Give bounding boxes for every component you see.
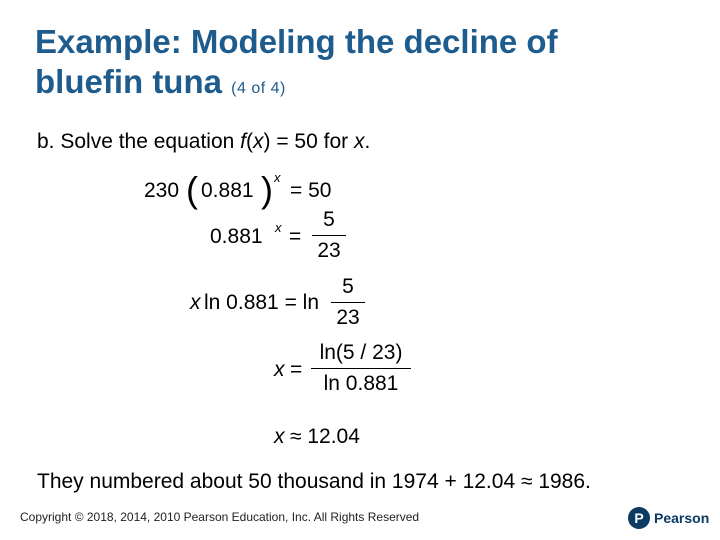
step1-exponent: x xyxy=(274,170,281,185)
step2-numerator: 5 xyxy=(323,208,335,231)
step1-coefficient: 230 xyxy=(144,179,180,202)
prompt-x2: x xyxy=(353,130,365,153)
problem-prompt xyxy=(37,128,370,156)
step5-rhs: ≈ 12.04 xyxy=(290,425,360,448)
step1-left-paren: ( xyxy=(186,169,198,210)
step2-denominator: 23 xyxy=(317,239,341,262)
pearson-logo xyxy=(628,505,709,531)
step1-right-paren: ) xyxy=(261,169,273,210)
title-subtitle: (4 of 4) xyxy=(231,80,286,97)
step3-denominator: 23 xyxy=(336,306,360,329)
step4-equals: = xyxy=(290,358,303,381)
step4-numerator: ln(5 / 23) xyxy=(319,341,403,364)
prompt-pre: b. Solve the equation xyxy=(37,130,241,153)
step3-fraction xyxy=(331,274,365,331)
step1-rhs: = 50 xyxy=(290,179,332,202)
title-line-1: Example: Modeling the decline of xyxy=(35,23,558,60)
pearson-p-icon: P xyxy=(628,507,650,529)
step2-fraction xyxy=(312,207,346,264)
title-line-2-text: bluefin tuna xyxy=(35,63,222,100)
prompt-x1: x xyxy=(253,130,264,153)
step2-equals: = xyxy=(289,225,302,248)
step5-variable: x xyxy=(274,425,285,448)
step3-numerator: 5 xyxy=(342,275,354,298)
conclusion-text: They numbered about 50 thousand in 1974 + 12.04 ≈ 1986. xyxy=(37,470,591,493)
prompt-mid: ) = 50 for xyxy=(263,130,354,153)
step3-lhs: ln 0.881 = ln xyxy=(204,291,320,314)
pearson-wordmark: Pearson xyxy=(654,510,710,526)
step3-variable: x xyxy=(190,291,201,314)
prompt-end: . xyxy=(364,130,371,153)
step1-base: 0.881 xyxy=(201,179,254,202)
step4-fraction xyxy=(311,340,411,397)
prompt-open: ( xyxy=(246,130,253,153)
slide-title xyxy=(35,22,695,109)
step2-base: 0.881 xyxy=(210,225,263,248)
copyright-footer: Copyright © 2018, 2014, 2010 Pearson Education, Inc. All Rights Reserved xyxy=(20,510,420,524)
prompt-f: f xyxy=(240,130,246,153)
step4-variable: x xyxy=(274,358,285,381)
step2-exponent: x xyxy=(275,220,282,235)
step4-denominator: ln 0.881 xyxy=(323,372,399,395)
title-line-2 xyxy=(35,62,695,109)
